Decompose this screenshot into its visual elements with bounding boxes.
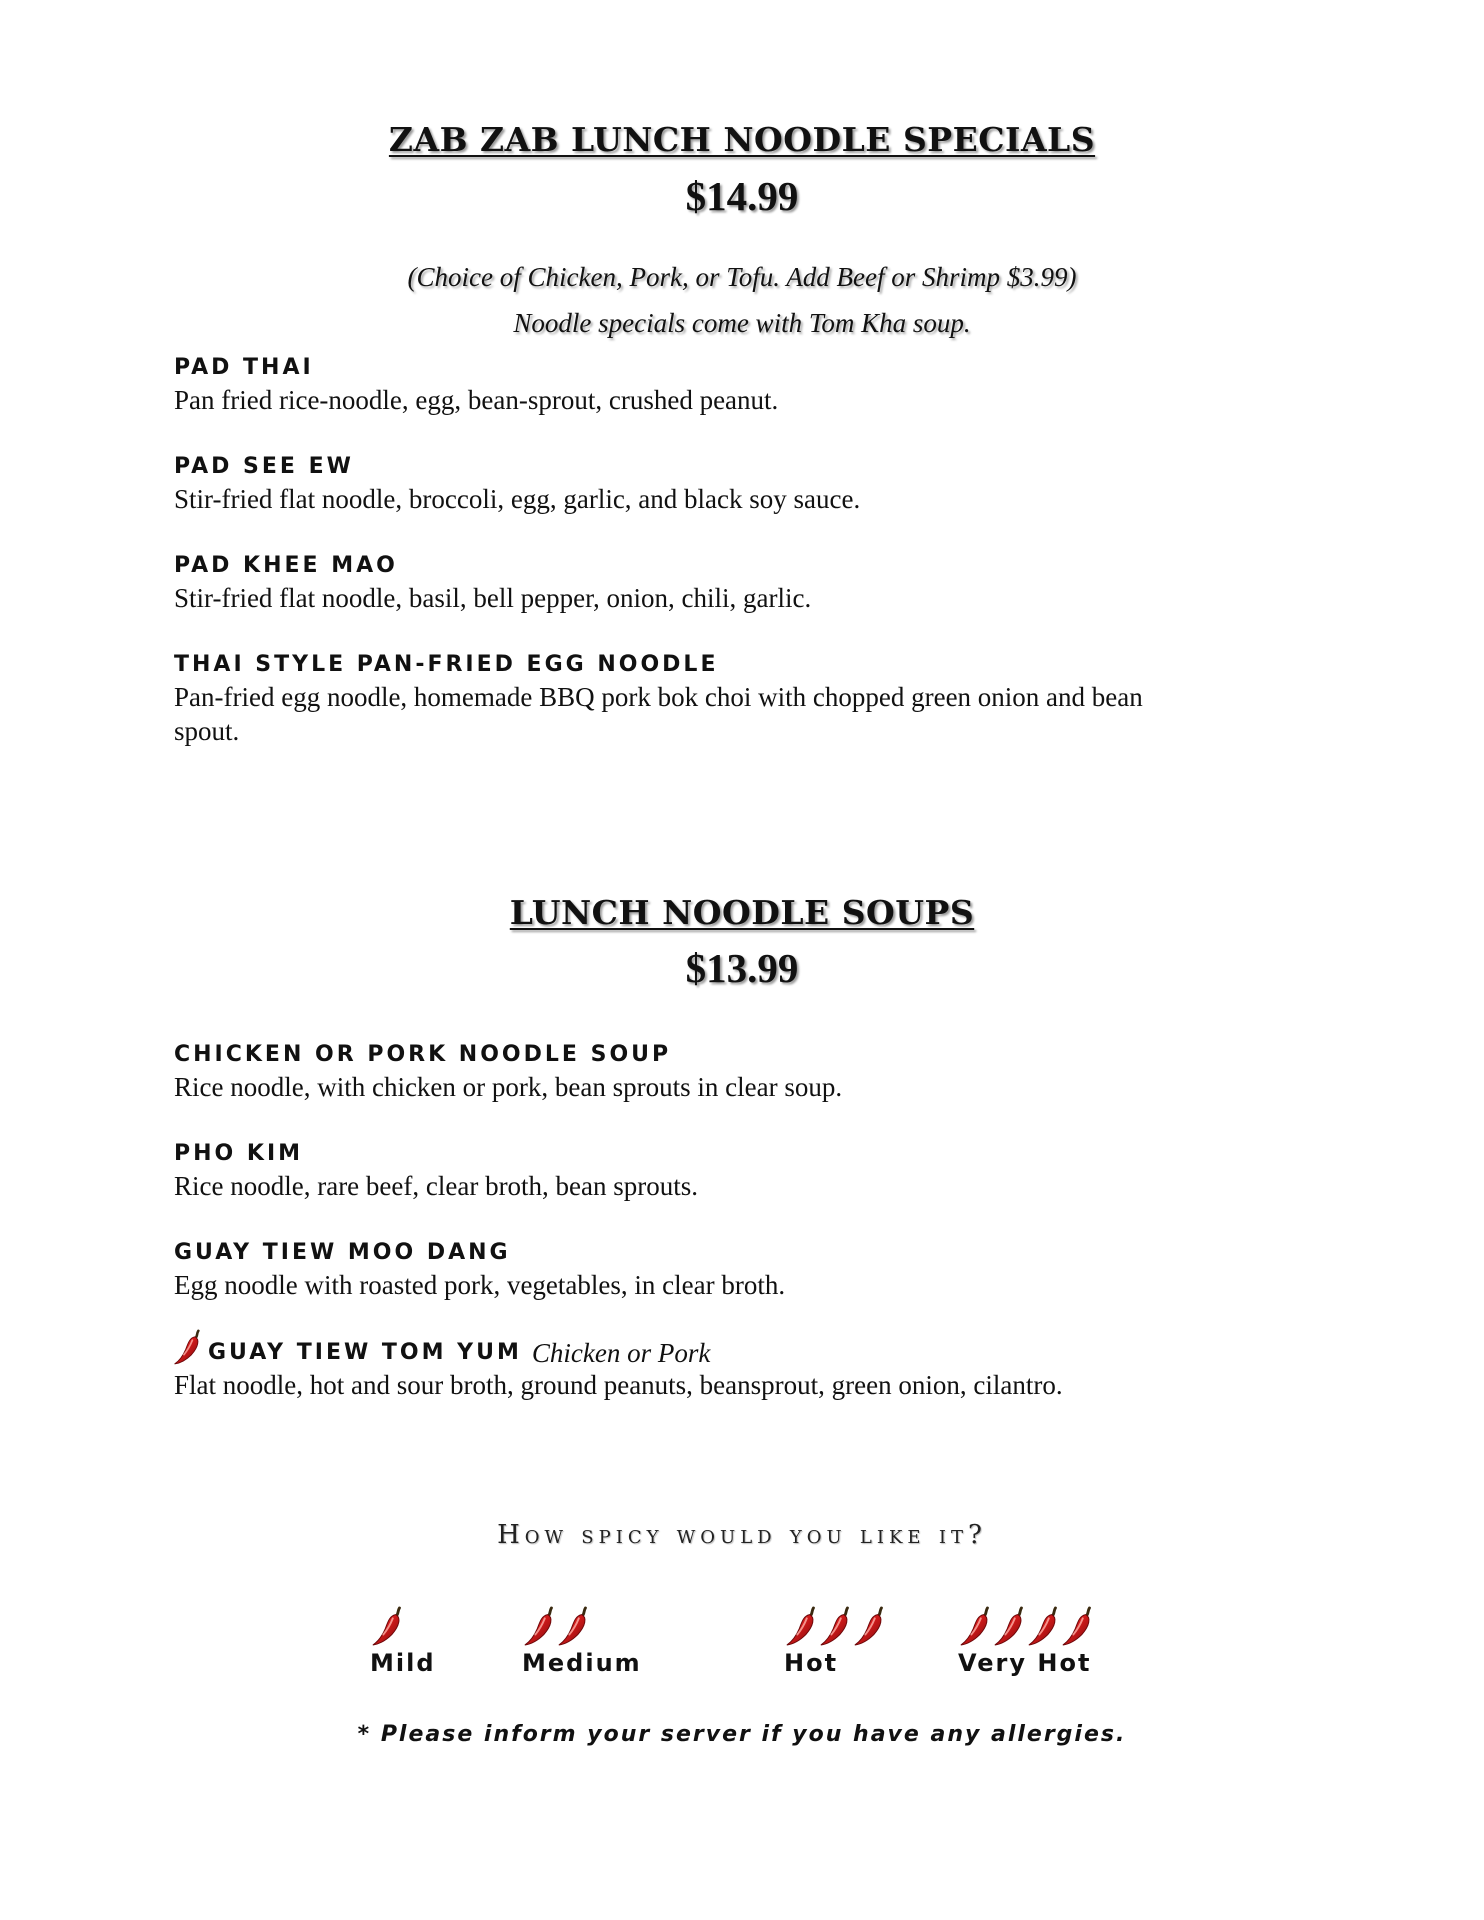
menu-item-pan-fried-egg-noodle (174, 650, 1174, 748)
specials-note-soup: Noodle specials come with Tom Kha soup. (513, 308, 971, 338)
item-name: PAD KHEE MAO (174, 553, 398, 578)
soups-title: LUNCH NOODLE SOUPS (509, 893, 975, 932)
spice-level-label: Medium (522, 1649, 642, 1677)
item-description: Pan fried rice-noodle, egg, bean-sprout, crushed peanut. (174, 385, 779, 415)
spice-level-very-hot (958, 1605, 1094, 1677)
item-description: Flat noodle, hot and sour broth, ground peanuts, beansprout, green onion, cilantro. (174, 1370, 1063, 1400)
item-description: Egg noodle with roasted pork, vegetables, in clear broth. (174, 1270, 786, 1300)
specials-title: ZAB ZAB LUNCH NOODLE SPECIALS (388, 120, 1096, 159)
allergy-notice (0, 1722, 1484, 1747)
soups-price: $13.99 (685, 945, 799, 991)
chili-pepper-icon (556, 1605, 594, 1647)
item-protein-note: Chicken or Pork (531, 1338, 711, 1368)
chili-group (784, 1605, 886, 1647)
chili-pepper-icon (852, 1605, 890, 1647)
menu-item-chicken-pork-noodle-soup (174, 1040, 1324, 1104)
item-name: PAD SEE EW (174, 454, 354, 479)
spice-level-mild (370, 1605, 436, 1677)
chili-pepper-icon (1060, 1605, 1098, 1647)
chili-pepper-icon (172, 1326, 206, 1368)
chili-pepper-icon (818, 1605, 856, 1647)
specials-price: $14.99 (685, 173, 799, 219)
item-description: Rice noodle, with chicken or pork, bean sprouts in clear soup. (174, 1072, 843, 1102)
spice-level-label: Hot (784, 1649, 839, 1677)
item-description: Stir-fried flat noodle, broccoli, egg, garlic, and black soy sauce. (174, 484, 861, 514)
chili-pepper-icon (992, 1605, 1030, 1647)
chili-pepper-icon (1026, 1605, 1064, 1647)
specials-note-choice: (Choice of Chicken, Pork, or Tofu. Add Beef or Shrimp $3.99) (407, 262, 1077, 292)
menu-item-pad-thai (174, 353, 1324, 417)
spice-level-label: Mild (370, 1649, 436, 1677)
spice-level-medium (522, 1605, 642, 1677)
item-description: Rice noodle, rare beef, clear broth, bean sprouts. (174, 1171, 699, 1201)
menu-item-guay-tiew-tom-yum (174, 1326, 1324, 1402)
chili-pepper-icon (784, 1605, 822, 1647)
menu-item-pad-khee-mao (174, 551, 1324, 615)
item-name: GUAY TIEW TOM YUM (208, 1340, 522, 1365)
menu-item-pho-kim (174, 1139, 1324, 1203)
item-name: CHICKEN OR PORK NOODLE SOUP (174, 1042, 672, 1067)
spice-question: How spicy would you like it? (497, 1520, 987, 1550)
chili-group (958, 1605, 1094, 1647)
asterisk-mark: * (357, 1722, 372, 1747)
item-name: THAI STYLE PAN-FRIED EGG NOODLE (174, 652, 719, 677)
spice-level-hot (784, 1605, 886, 1677)
chili-group (370, 1605, 436, 1647)
chili-pepper-icon (370, 1605, 408, 1647)
chili-pepper-icon (958, 1605, 996, 1647)
item-name-row (174, 1326, 1324, 1368)
item-name: PHO KIM (174, 1141, 304, 1166)
allergy-text: Please inform your server if you have any allergies. (380, 1722, 1127, 1747)
chili-pepper-icon (522, 1605, 560, 1647)
item-name: PAD THAI (174, 355, 314, 380)
spice-level-label: Very Hot (958, 1649, 1092, 1677)
item-name: GUAY TIEW MOO DANG (174, 1240, 511, 1265)
menu-item-guay-tiew-moo-dang (174, 1238, 1324, 1302)
chili-group (522, 1605, 642, 1647)
menu-item-pad-see-ew (174, 452, 1324, 516)
item-description: Pan-fried egg noodle, homemade BBQ pork bok choi with chopped green onion and bean spout. (174, 682, 1143, 746)
item-description: Stir-fried flat noodle, basil, bell pepper, onion, chili, garlic. (174, 583, 812, 613)
